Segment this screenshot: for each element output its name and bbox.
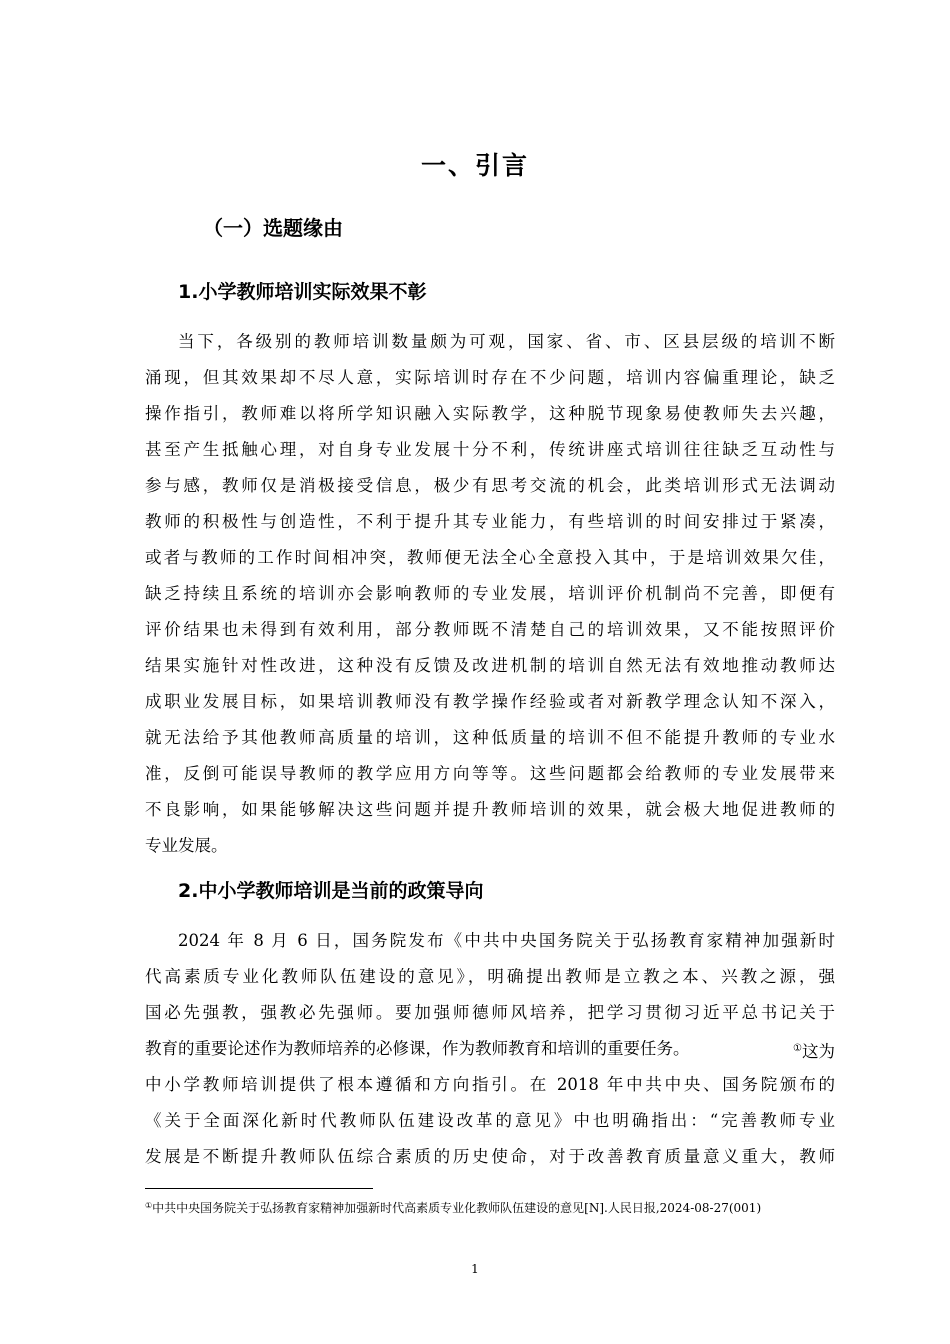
paragraph-line: 成职业发展目标，如果培训教师没有教学操作经验或者对新教学理念认知不深入， (145, 692, 835, 711)
paragraph-line: 2024 年 8 月 6 日，国务院发布《中共中央国务院关于弘扬教育家精神加强新时 (178, 931, 835, 950)
subsection-1-title: 1.小学教师培训实际效果不彰 (178, 281, 427, 303)
footnote-separator (145, 1188, 373, 1189)
subsection-2-title: 2.中小学教师培训是当前的政策导向 (178, 880, 484, 902)
page-number: 1 (471, 1262, 479, 1276)
paragraph-line: 参与感，教师仅是消极接受信息，极少有思考交流的机会，此类培训形式无法调动 (145, 476, 835, 495)
subsection-1-paragraph (145, 324, 835, 864)
paragraph-line: 不良影响，如果能够解决这些问题并提升教师培训的效果，就会极大地促进教师的 (145, 800, 835, 819)
paragraph-text: 教育的重要论述作为教师培养的必修课，作为教师教育和培训的重要任务。 (145, 1039, 690, 1058)
paragraph-line: 结果实施针对性改进，这种没有反馈及改进机制的培训自然无法有效地推动教师达 (145, 656, 835, 675)
footnote-reference[interactable] (793, 1031, 835, 1067)
footnote-marker: ① (793, 1043, 802, 1054)
paragraph-line: 就无法给予其他教师高质量的培训，这种低质量的培训不但不能提升教师的专业水 (145, 728, 835, 747)
paragraph-line-with-footnote (145, 1031, 835, 1067)
paragraph-line: 代高素质专业化教师队伍建设的意见》，明确提出教师是立教之本、兴教之源，强 (145, 967, 835, 986)
paragraph-line: 操作指引，教师难以将所学知识融入实际教学，这种脱节现象易使教师失去兴趣， (145, 404, 835, 423)
paragraph-line: 国必先强教，强教必先强师。要加强师德师风培养，把学习贯彻习近平总书记关于 (145, 1003, 835, 1022)
paragraph-line: 甚至产生抵触心理，对自身专业发展十分不利，传统讲座式培训往往缺乏互动性与 (145, 440, 835, 459)
section-title: （一）选题缘由 (203, 216, 343, 240)
paragraph-line: 教师的积极性与创造性，不利于提升其专业能力，有些培训的时间安排过于紧凑， (145, 512, 835, 531)
footnote (145, 1197, 825, 1217)
paragraph-line: 当下，各级别的教师培训数量颇为可观，国家、省、市、区县层级的培训不断 (178, 332, 835, 351)
paragraph-line: 专业发展。 (145, 836, 228, 855)
footnote-marker: ① (145, 1201, 153, 1210)
paragraph-line: 缺乏持续且系统的培训亦会影响教师的专业发展，培训评价机制尚不完善，即便有 (145, 584, 835, 603)
subsection-2-paragraph (145, 923, 835, 1175)
paragraph-line: 准，反倒可能误导教师的教学应用方向等等。这些问题都会给教师的专业发展带来 (145, 764, 835, 783)
paragraph-line: 或者与教师的工作时间相冲突，教师便无法全心全意投入其中，于是培训效果欠佳， (145, 548, 835, 567)
paragraph-line: 《关于全面深化新时代教师队伍建设改革的意见》中也明确指出：“完善教师专业 (145, 1111, 835, 1130)
paragraph-line: 评价结果也未得到有效利用，部分教师既不清楚自己的培训效果，又不能按照评价 (145, 620, 835, 639)
chapter-title: 一、引言 (420, 151, 529, 180)
paragraph-line: 发展是不断提升教师队伍综合素质的历史使命，对于改善教育质量意义重大，教师 (145, 1147, 835, 1166)
paragraph-line: 中小学教师培训提供了根本遵循和方向指引。在 2018 年中共中央、国务院颁布的 (145, 1075, 835, 1094)
paragraph-text: 这为 (802, 1042, 835, 1061)
footnote-text: 中共中央国务院关于弘扬教育家精神加强新时代高素质专业化教师队伍建设的意见[N].人民日报,2024-08-27(001) (152, 1201, 762, 1215)
paragraph-line: 涌现，但其效果却不尽人意，实际培训时存在不少问题，培训内容偏重理论，缺乏 (145, 368, 835, 387)
